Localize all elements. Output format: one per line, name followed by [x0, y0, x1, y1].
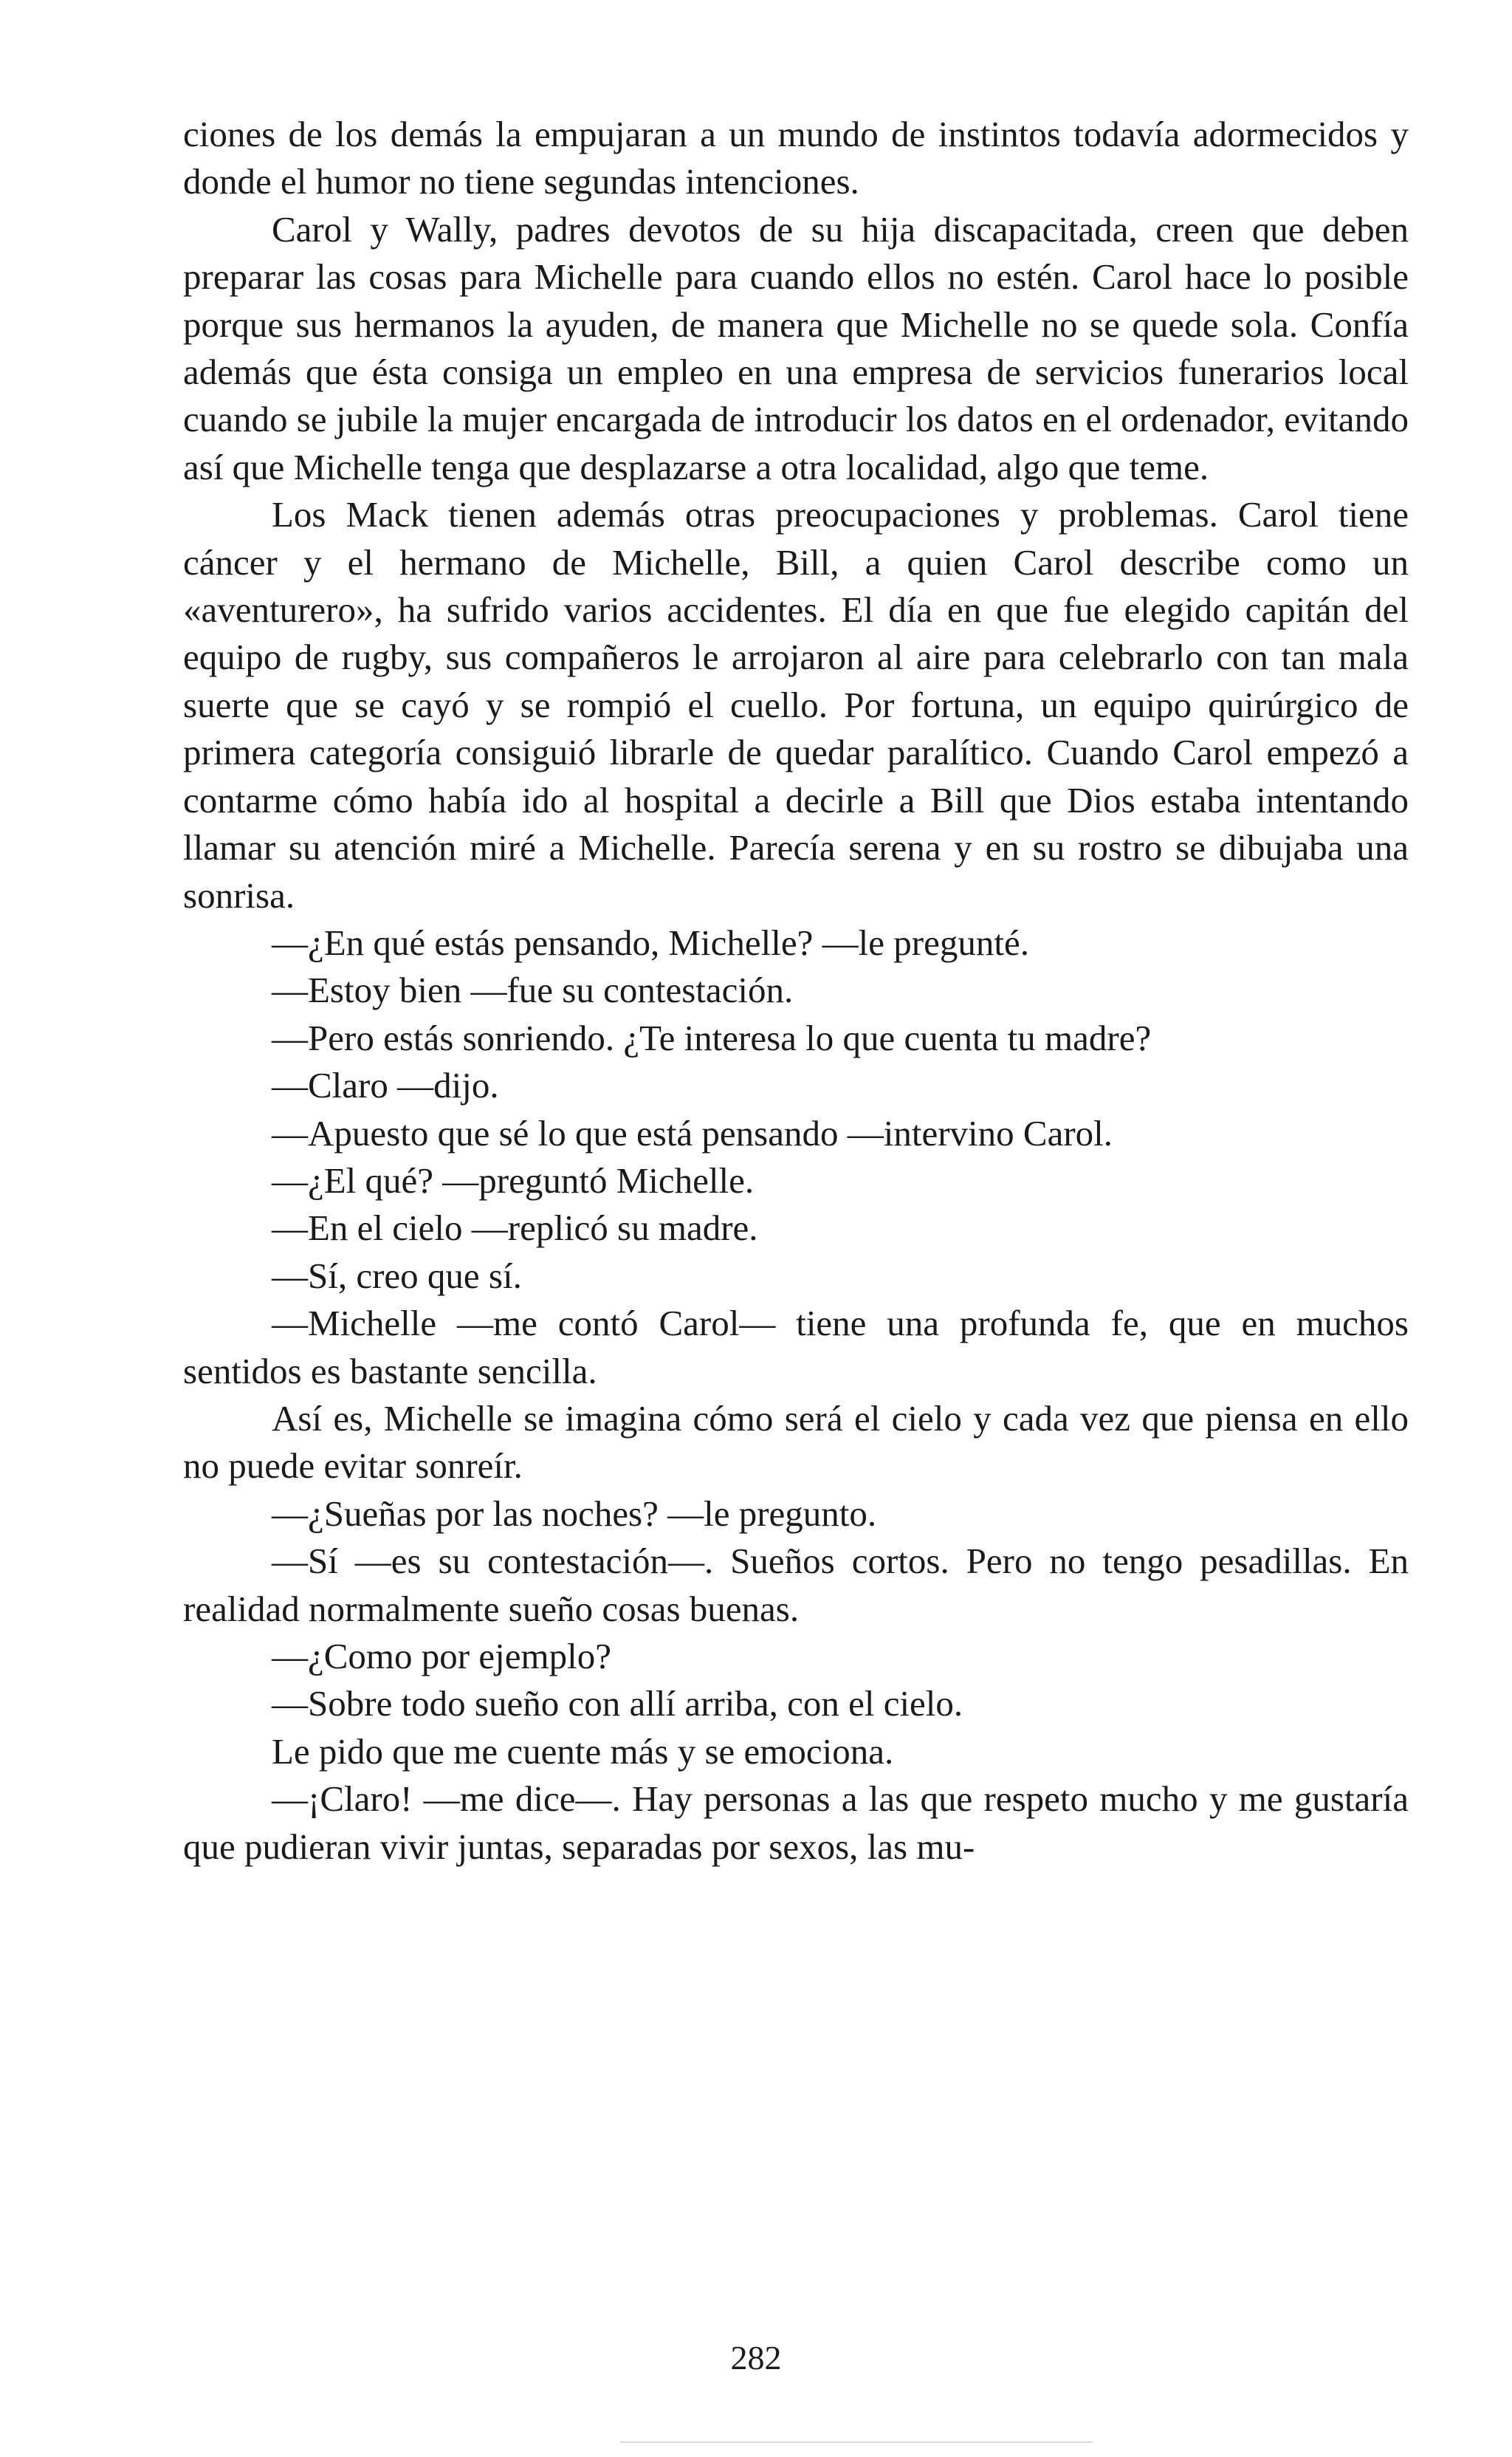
paragraph: —Estoy bien —fue su contestación.	[272, 970, 794, 1011]
paragraph: —En el cielo —replicó su madre.	[272, 1207, 758, 1249]
paragraph: Los Mack tienen además otras preocupaciones y problemas. Carol tiene cáncer y el hermano de Michelle, Bill, a quien Carol describe como un «aventurero», ha sufrido varios accidentes. El día en que fue elegido capitán del equipo de rugby, sus compañeros le arrojaron al aire para celebrarlo con tan mala suerte que se cayó y se rompió el cuello. Por fortuna, un equipo quirúrgico de primera categoría consiguió librarle de quedar paralítico. Cuando Carol empezó a contarme cómo había ido al hospital a decirle a Bill que Dios estaba intentando llamar su atención miré a Michelle. Parecía serena y en su rostro se dibujaba una sonrisa.	[183, 494, 1409, 916]
scan-edge-line	[620, 2441, 1093, 2443]
paragraph: —Apuesto que sé lo que está pensando —intervino Carol.	[272, 1112, 1113, 1154]
paragraph: —Sí, creo que sí.	[272, 1255, 522, 1296]
paragraph: —¿Como por ejemplo?	[272, 1636, 611, 1676]
body-text	[183, 111, 1409, 1871]
paragraph: —Pero estás sonriendo. ¿Te interesa lo que cuenta tu madre?	[272, 1017, 1152, 1058]
paragraph: —Michelle —me contó Carol— tiene una profunda fe, que en muchos sentidos es bastante sencilla.	[183, 1303, 1409, 1391]
page-number: 282	[730, 2339, 782, 2377]
paragraph: —Sobre todo sueño con allí arriba, con el cielo.	[272, 1683, 963, 1724]
paragraph: —¿En qué estás pensando, Michelle? —le pregunté.	[272, 922, 1029, 963]
paragraph: —¡Claro! —me dice—. Hay personas a las que respeto mucho y me gustaría que pudieran vivir juntas, separadas por sexos, las mu-	[183, 1778, 1409, 1867]
paragraph: Así es, Michelle se imagina cómo será el cielo y cada vez que piensa en ello no puede evitar sonreír.	[183, 1397, 1409, 1487]
paragraph: —Sí —es su contestación—. Sueños cortos. Pero no tengo pesadillas. En realidad normalmente sueño cosas buenas.	[183, 1541, 1409, 1629]
paragraph: —¿El qué? —preguntó Michelle.	[272, 1159, 755, 1201]
paragraph: —¿Sueñas por las noches? —le pregunto.	[272, 1493, 877, 1534]
paragraph: Le pido que me cuente más y se emociona.	[272, 1730, 894, 1772]
paragraph: Carol y Wally, padres devotos de su hija discapacitada, creen que deben preparar las cosas para Michelle para cuando ellos no estén. Carol hace lo posible porque sus hermanos la ayuden, de manera que Michelle no se quede sola. Confía además que ésta consiga un empleo en una empresa de servicios funerarios local cuando se jubile la mujer encargada de introducir los datos en el ordenador, evitando así que Michelle tenga que desplazarse a otra localidad, algo que teme.	[183, 208, 1409, 487]
paragraph: —Claro —dijo.	[272, 1065, 499, 1106]
paragraph: ciones de los demás la empujaran a un mundo de instintos todavía adormecidos y donde el humor no tiene segundas intenciones.	[183, 114, 1409, 202]
